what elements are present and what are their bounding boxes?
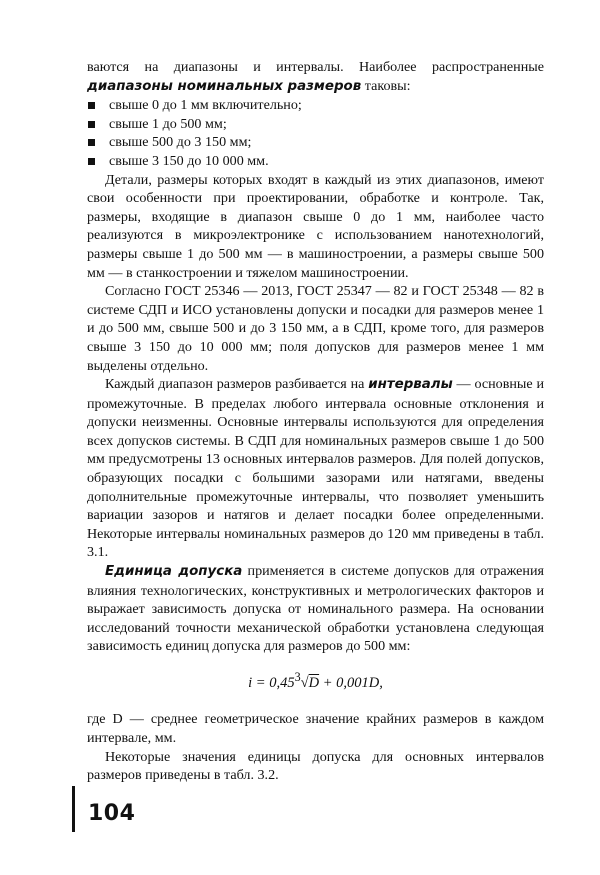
bullet-square-icon xyxy=(88,158,95,165)
gost-paragraph: Согласно ГОСТ 25346 — 2013, ГОСТ 25347 — 82 и ГОСТ 25348 — 82 в системе СДП и ИСО установлены допуски и посадки для размеров менее 1 и до 500 мм, свыше 500 и до 3 150 мм, а в СДП, кроме того, для размеров свыше 3 150 до 10 000 мм; поля допусков для размеров менее 1 мм выделены отдельно. xyxy=(87,283,544,374)
list-item: свыше 500 до 3 150 мм; xyxy=(87,133,544,152)
intro-text-before: ваются на диапазоны и интервалы. Наиболее распространенные xyxy=(87,59,544,75)
formula-rhs: + 0,001D, xyxy=(319,674,383,691)
intro-text-after: таковы: xyxy=(361,77,411,94)
page-margin-bar xyxy=(72,786,75,832)
tolerance-unit-paragraph xyxy=(87,562,544,656)
bullet-square-icon xyxy=(88,139,95,146)
term-nominal-size-ranges: диапазоны номинальных размеров xyxy=(87,78,362,94)
formula-radicand: D xyxy=(308,674,320,691)
closing-paragraph: Некоторые значения единицы допуска для основных интервалов размеров приведены в табл. 3.2. xyxy=(87,748,544,784)
root-index: 3 xyxy=(294,670,301,684)
intervals-text-before: Каждый диапазон размеров разбивается на xyxy=(105,376,369,393)
intro-paragraph xyxy=(87,58,544,96)
ranges-list xyxy=(87,96,544,170)
tolerance-unit-formula xyxy=(87,668,544,692)
term-tolerance-unit: Единица допуска xyxy=(105,564,243,580)
list-item: свыше 0 до 1 мм включительно; xyxy=(87,96,544,115)
where-paragraph: где D — среднее геометрическое значение крайних размеров в каждом интервале, мм. xyxy=(87,711,544,747)
page-number: 104 xyxy=(88,801,136,826)
bullet-square-icon xyxy=(88,102,95,109)
list-item: свыше 3 150 до 10 000 мм. xyxy=(87,152,544,171)
cube-root-sign: $^3$√ xyxy=(294,670,309,691)
bullet-square-icon xyxy=(88,121,95,128)
page-body xyxy=(87,58,544,785)
term-intervals: интервалы xyxy=(368,377,453,393)
formula-lhs: i = 0,45 xyxy=(248,674,295,691)
unit-text-after: применяется в системе допусков для отражения влияния технологических, конструктивных и метрологических факторов и выражает зависимость допуска от номинального размера. На основании исследований точности механической обработки установлена следующая зависимость единиц допуска для размеров до 500 мм: xyxy=(87,563,544,655)
list-item: свыше 1 до 500 мм; xyxy=(87,115,544,134)
details-paragraph: Детали, размеры которых входят в каждый из этих диапазонов, имеют свои особенности при проектировании, обработке и контроле. Так, размеры, входящие в диапазон свыше 0 до 1 мм, наиболее часто реализуются в микроэлектронике с использованием нанотехнологий, размеры свыше 1 до 500 мм — в машиностроении, а размеры свыше 500 мм — в станкостроении и тяжелом машиностроении. xyxy=(87,171,544,281)
intervals-paragraph xyxy=(87,375,544,562)
intervals-text-after: — основные и промежуточные. В пределах любого интервала основные отклонения и допуски неизменны. Основные интервалы используются для определения всех допусков системы. В СДП для номинальных размеров свыше 1 до 500 мм предусмотрены 13 основных интервалов размеров. Для полей допусков, образующих посадки с большими зазорами или натягами, введены дополнительные промежуточные интервалы, что позволяет уменьшить вариации зазоров и натягов и делает посадки более определенными. Некоторые интервалы номинальных размеров до 120 мм приведены в табл. 3.1. xyxy=(87,376,545,561)
